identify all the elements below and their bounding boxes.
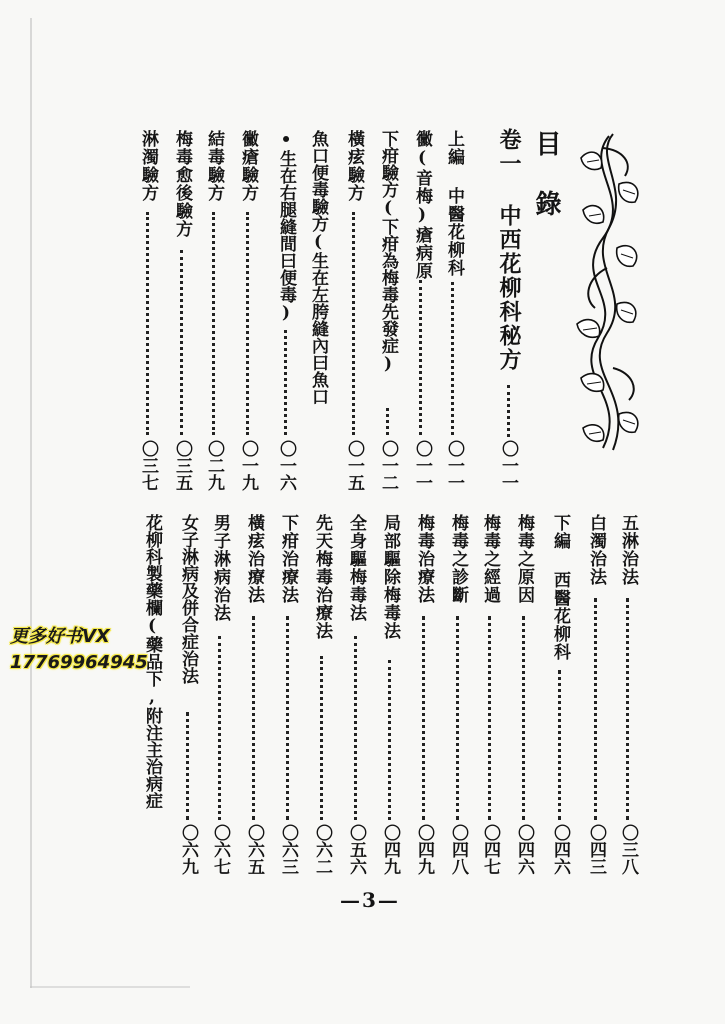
leader-dots <box>388 660 391 820</box>
page-number: —3— <box>340 888 400 912</box>
vine-ornament <box>573 128 645 458</box>
leader-dots <box>594 598 597 820</box>
watermark <box>10 624 180 676</box>
toc-entry-text: 結毒驗方 <box>204 130 224 202</box>
toc-entry-page: 〇四八 <box>448 824 468 875</box>
toc-entry-text: 上編 中醫花柳科 <box>444 130 464 277</box>
leader-dots <box>212 212 215 435</box>
leader-dots <box>320 656 323 820</box>
toc-entry-text: 卷一 中西花柳科秘方 <box>496 128 522 372</box>
toc-entry-page: 〇四七 <box>480 824 500 875</box>
toc-entry-text: 橫痃驗方 <box>344 130 364 202</box>
toc-entry-text: 梅毒之診斷 <box>448 514 468 604</box>
toc-entry-page: 〇四三 <box>586 824 606 875</box>
toc-entry-page: 〇一六 <box>276 440 296 491</box>
toc-entry-text: •生在右腿縫間曰便毒) <box>276 130 296 323</box>
toc-entry-text: 花柳科製藥欄(藥品下,附注主治病症 <box>142 514 162 809</box>
leader-dots <box>419 280 422 435</box>
toc-entry-page: 〇六七 <box>210 824 230 875</box>
toc-entry-text: 下編 西醫花柳科 <box>550 514 570 661</box>
toc-entry-page: 〇六五 <box>244 824 264 875</box>
toc-entry-text: 局部驅除梅毒法 <box>380 514 400 640</box>
toc-entry-text: 淋濁驗方 <box>138 130 158 202</box>
toc-entry-text: 下疳治療法 <box>278 514 298 604</box>
watermark-line: 更多好书VX <box>10 626 110 647</box>
toc-entry-page: 〇一五 <box>344 440 364 491</box>
leader-dots <box>354 636 357 820</box>
toc-entry-text: 男子淋病治法 <box>210 514 230 622</box>
toc-entry-page: 〇四六 <box>514 824 534 875</box>
leader-dots <box>626 598 629 820</box>
toc-entry-page: 〇一一 <box>498 440 518 491</box>
leader-dots <box>284 330 287 435</box>
leader-dots <box>186 712 189 820</box>
toc-entry-page: 〇六三 <box>278 824 298 875</box>
leader-dots <box>146 212 149 435</box>
leader-dots <box>507 385 510 437</box>
leader-dots <box>286 616 289 820</box>
toc-entry-text: 五淋治法 <box>618 514 638 586</box>
toc-entry-text: 梅毒之經過 <box>480 514 500 604</box>
leader-dots <box>218 636 221 820</box>
watermark-line: 17769964945 <box>10 652 148 673</box>
toc-entry-text: 先天梅毒治療法 <box>312 514 332 640</box>
leader-dots <box>456 616 459 820</box>
leader-dots <box>558 670 561 820</box>
toc-entry-text: 梅毒愈後驗方 <box>172 130 192 238</box>
leader-dots <box>386 408 389 435</box>
toc-entry-text: 橫痃治療法 <box>244 514 264 604</box>
leader-dots <box>252 616 255 820</box>
toc-entry-text: 女子淋病及併合症治法 <box>178 514 198 684</box>
toc-entry-page: 〇六九 <box>178 824 198 875</box>
toc-entry-page: 〇四六 <box>550 824 570 875</box>
leader-dots <box>246 212 249 435</box>
toc-entry-page: 〇三五 <box>172 440 192 491</box>
toc-entry-text: 魚口便毒驗方(生在左胯縫內曰魚口 <box>308 130 328 405</box>
toc-entry-page: 〇一一 <box>444 440 464 491</box>
toc-entry-page: 〇三八 <box>618 824 638 875</box>
toc-entry-page: 〇一一 <box>412 440 432 491</box>
toc-entry-page: 〇一二 <box>378 440 398 491</box>
toc-entry-page: 〇一九 <box>238 440 258 491</box>
toc-entry-text: 黴(音梅)瘡病原 <box>412 130 432 280</box>
toc-entry-page: 〇三七 <box>138 440 158 491</box>
toc-entry-page: 〇六二 <box>312 824 332 875</box>
toc-entry-page: 〇四九 <box>380 824 400 875</box>
leader-dots <box>352 212 355 435</box>
page-edge-bottom <box>30 986 190 988</box>
leader-dots <box>451 282 454 435</box>
leader-dots <box>180 250 183 435</box>
toc-entry-page: 〇四九 <box>414 824 434 875</box>
page-edge-left <box>30 18 32 988</box>
toc-entry-text: 梅毒之原因 <box>514 514 534 604</box>
leader-dots <box>422 616 425 820</box>
toc-entry-text: 白濁治法 <box>586 514 606 586</box>
toc-entry-page: 〇二九 <box>204 440 224 491</box>
leader-dots <box>522 616 525 820</box>
leader-dots <box>488 616 491 820</box>
toc-title: 目錄 <box>531 130 561 250</box>
toc-entry-page: 〇五六 <box>346 824 366 875</box>
toc-entry-text: 全身驅梅毒法 <box>346 514 366 622</box>
toc-entry-text: 梅毒治療法 <box>414 514 434 604</box>
toc-entry-text: 黴瘡驗方 <box>238 130 258 202</box>
toc-entry-text: 下疳驗方(下疳為梅毒先發症) <box>378 130 398 374</box>
